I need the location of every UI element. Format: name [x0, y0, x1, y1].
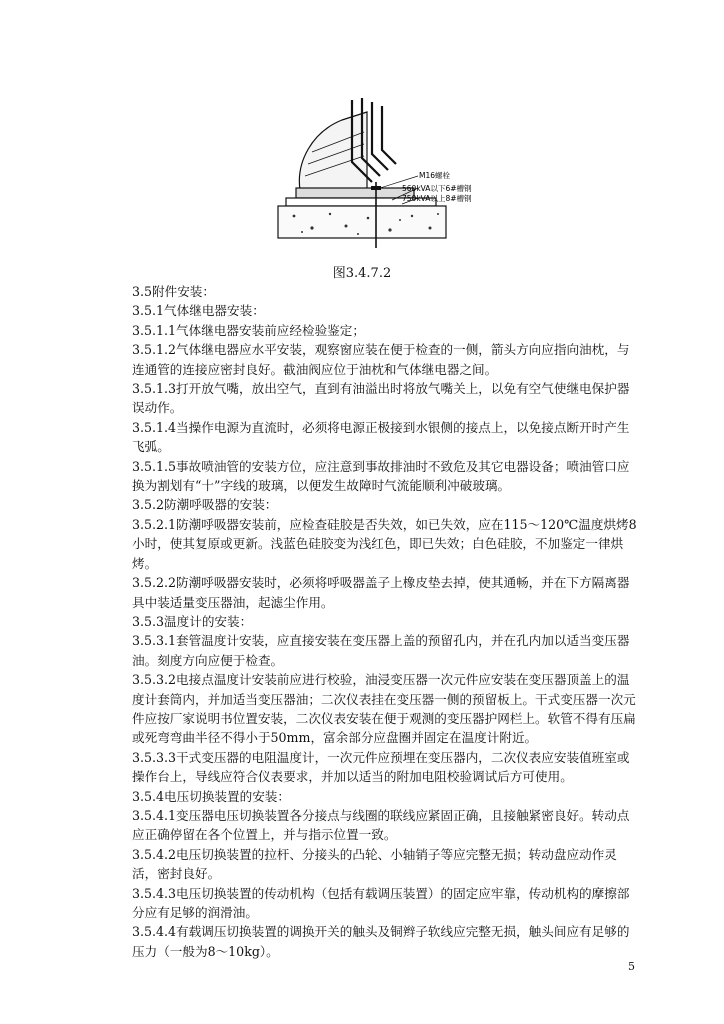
- paragraph: 3.5.3.2电接点温度计安装前应进行校验，油浸变压器一次元件应安装在变压器顶盖上的温度计套筒内，并加适当变压器油；二次仪表挂在变压器一侧的预留板上。干式变压器一次元件应按厂家说明书位置安装，二次仪表安装在便于观测的变压器护网栏上。软管不得有压扁或死弯弯曲半径不得小于50mm，富余部分应盘圈并固定在温度计附近。: [132, 672, 636, 746]
- paragraph: 3.5.1.4当操作电源为直流时，必须将电源正极接到水银侧的接点上，以免接点断开时产生飞弧。: [132, 419, 630, 455]
- channel-small-label: 560kVA以下6#槽钢: [402, 184, 472, 193]
- subsection-heading: 3.5.4电压切换装置的安装：: [132, 788, 290, 804]
- paragraph: 3.5.1.1气体继电器安装前应经检验鉴定；: [132, 322, 365, 338]
- section-heading: 3.5附件安装：: [132, 284, 215, 299]
- paragraph: 3.5.2.2防潮呼吸器安装时，必须将呼吸器盖子上橡皮垫去掉，使其通畅，并在下方隔离器具中装适量变压器油，起滤尘作用。: [132, 575, 630, 610]
- subsection-heading: 3.5.3温度计的安装：: [132, 613, 253, 629]
- paragraph: 3.5.3.1套管温度计安装，应直接安装在变压器上盖的预留孔内，并在孔内加以适当变压器油。刻度方向应便于检查。: [132, 633, 630, 668]
- paragraph: 3.5.1.5事故喷油管的安装方位，应注意到事故排油时不致危及其它电器设备；喷油管口应换为割划有“十”字线的玻璃，以便发生故障时气流能顺利冲破玻璃。: [132, 458, 630, 494]
- subsection-heading: 3.5.2防潮呼吸器的安装：: [132, 497, 278, 513]
- body-text: [132, 282, 642, 961]
- figure-caption: 图3.4.7.2: [332, 266, 392, 281]
- transformer-mounting-figure: [272, 92, 472, 254]
- mounting-drawing: [272, 92, 472, 254]
- paragraph: 3.5.1.2气体继电器应水平安装，观察窗应装在便于检查的一侧，箭头方向应指向油枕，与连通管的连接应密封良好。截油阀应位于油枕和气体继电器之间。: [132, 342, 630, 377]
- paragraph: 3.5.3.3干式变压器的电阻温度计，一次元件应预埋在变压器内，二次仪表应安装值班室或操作台上，导线应符合仪表要求，并加以适当的附加电阻校验调试后方可使用。: [132, 749, 630, 785]
- page-number: 5: [628, 960, 635, 973]
- paragraph: 3.5.4.1变压器电压切换装置各分接点与线圈的联线应紧固正确，且接触紧密良好。转动点应正确停留在各个位置上，并与指示位置一致。: [132, 807, 630, 843]
- paragraph: 3.5.4.3电压切换装置的传动机构（包括有载调压装置）的固定应牢靠，传动机构的摩擦部分应有足够的润滑油。: [132, 885, 630, 920]
- paragraph: 3.5.2.1防潮呼吸器安装前，应检查硅胶是否失效，如已失效，应在115～120℃温度烘烤8小时，使其复原或更新。浅蓝色硅胶变为浅红色，即已失效；白色硅胶，不加鉴定一律烘烤。: [132, 516, 637, 571]
- subsection-heading: 3.5.1气体继电器安装：: [132, 303, 265, 319]
- paragraph: 3.5.4.2电压切换装置的拉杆、分接头的凸轮、小轴销子等应完整无损；转动盘应动作灵活，密封良好。: [132, 846, 617, 882]
- paragraph: 3.5.1.3打开放气嘴，放出空气，直到有油溢出时将放气嘴关上，以免有空气使继电保护器误动作。: [132, 381, 630, 416]
- bolt-label: M16螺栓: [419, 171, 451, 180]
- paragraph: 3.5.4.4有载调压切换装置的调换开关的触头及铜辫子软线应完整无损，触头间应有足够的压力（一般为8～10kg）。: [132, 924, 630, 959]
- channel-large-label: 750kVA以上8#槽钢: [402, 194, 472, 203]
